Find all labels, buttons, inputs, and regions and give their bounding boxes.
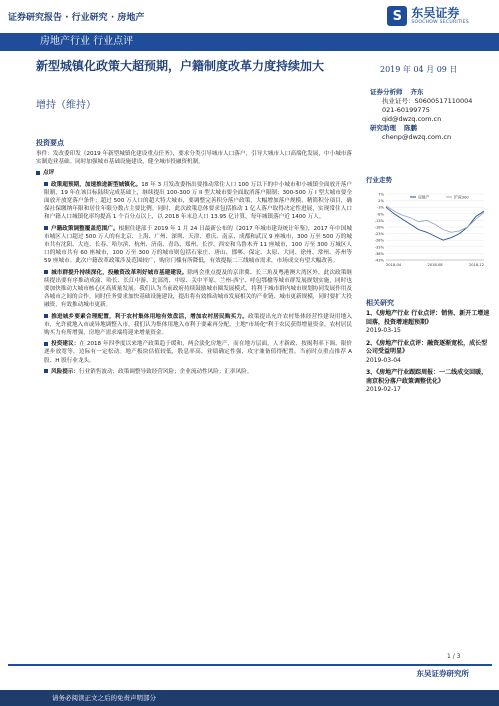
related-heading: 相关研究: [366, 299, 394, 307]
report-body: [36, 150, 352, 379]
analyst-email: qid@dwzq.com.cn: [382, 115, 442, 123]
logo-name-en: SOOCHOW SECURITIES: [411, 20, 469, 25]
p4-heading: 推进城乡要素合理配置，利于农村集体用地有效盘活，增加农村居民购买力。: [51, 313, 248, 320]
p2-text: 根据住建部于 2019 年 1 月 24 日最新公布的《2017 年城市建设统计年鉴》，2017 年中国城市城区人口超过 500 万人的有北京、上海、广州、深圳、天津、重庆、南京、成都和武汉 9 座城市，300 万至 500 万的城市共有沈阳、大连、长春、哈尔滨、杭州、济南、青岛、郑州、长沙、西安和乌鲁木齐 11 座城市，100 万至 300 万城区人口的城市共有 60 座城市，100 万至 300 万的城市则包括石家庄、唐山、邯郸、保定、太原、大同、徐州、常州、苏州等 59 座城市。此次户籍改革政策涉及范围较广，购房门槛有所降低，有效提振二三线城市需求，市场成交有望大幅改善。: [44, 225, 352, 265]
p5-text: 在 2018 年四季度以来地产政策趋于缓和，两会淡化房地产，而在地方层面，人才新政、按揭利率下调、限价逐步放宽等，边际有一定松动。地产板块估值较低，股息率高、业绩确定性强，攻守兼备值得配置。当前时点重点推荐 A 股、H 股行业龙头。: [44, 341, 352, 364]
trend-chart: [366, 190, 488, 272]
x-tick-label: 2018-04: [386, 263, 402, 267]
p6-text: 行业销售波动；政策调整导致经营风险；企业流动性风险；汇率风险。: [78, 368, 253, 375]
p4-text: 政策提出允许农村集体经营性建设用地入市，允许就地入市或异地调整入市。我们认为集体用地入市利于要素再分配，土地"市场化"利于农民获得增量资金，农村居民购买力有所增强，房地产需求端将迎来增量资金。: [44, 313, 352, 337]
logo-mark-icon: S: [387, 6, 407, 26]
related-item[interactable]: [366, 369, 492, 395]
related-item-date: 2019-03-04: [366, 356, 401, 364]
related-item-title[interactable]: 3、《房地产行业跟踪周报：一二线成交回暖，南京积分落户政策调整优化》: [366, 369, 488, 385]
bullet-icon: [44, 270, 48, 274]
related-item-title[interactable]: 2、《房地产行业点评：融资逐渐宽松，成长型公司受益明显》: [366, 339, 488, 355]
bullet-icon: [44, 314, 48, 318]
y-tick-label: -33%: [374, 245, 384, 250]
y-tick-label: -3%: [377, 205, 384, 210]
point-label: 点评: [43, 170, 55, 177]
p5-heading: 投资建议：: [51, 341, 80, 348]
trend-chart-svg: [366, 190, 488, 272]
disclaimer-bar: 请务必阅读正文之后的免责声明部分: [0, 690, 499, 706]
related-item-title[interactable]: 1、《房地产行业 行业点评：销售、新开工增速回落，投资增速超预期》: [366, 310, 490, 326]
p1-text: 18 年 3 月发改委指出要推动常住人口 100 万以下的中小城市和小城镇全面放开落户限制，19 年在该目标陆续完成基础上，继续提出 100-300 万 II 型大城市要全面取消落户限制；300-500 万 I 型大城市要全面放开放宽落户条件；超过 500 万人口的超大特大城市，要调整完善积分落户政策，大幅增加落户规模，精简积分项目，确保社保缴纳年限和居住年限分数占主要比例。同时，此次政策总体要求包括推动 1 亿人落户取得决定性进展，实现常住人口和户籍人口城镇化率均提高 1 个百分点以上，以 2018 年末总人口 13.95 亿计算，每年城镇落户近 1400 万人。: [44, 181, 352, 221]
related-item-date: 2019-02-17: [366, 386, 401, 393]
bullet-icon: [44, 369, 48, 373]
related-item[interactable]: [366, 310, 492, 336]
assistant-name: 陈鹏: [404, 124, 417, 132]
assistant-role: 研究助理: [370, 124, 396, 132]
report-title: 新型城镇化政策大超预期，户籍制度改革力度持续加大: [36, 59, 325, 73]
legend-label: 房地产: [418, 194, 430, 200]
y-tick-label: -43%: [374, 258, 384, 263]
bullet-icon: [44, 342, 48, 346]
p3-heading: 城市群提升持续深化，投融资改革利好城市基建建设。: [51, 269, 188, 276]
y-tick-label: -28%: [374, 238, 384, 243]
page-number: 1 / 3: [447, 653, 461, 660]
legend-label: 沪深300: [454, 194, 469, 200]
series-line: [386, 206, 484, 232]
related-list: [366, 310, 492, 399]
analyst-name: 齐东: [410, 88, 424, 96]
x-tick-label: 2018-08: [427, 263, 443, 267]
investment-points-heading: 投资要点: [36, 139, 64, 147]
event-paragraph: 事件：发改委印发《2019 年新型城镇化建设重点任务》，要求分类引导城市人口落户，引导大城市人口高端化发展，中小城市落实制造业基础。同时加强城市基础设施建设，健全城市投融资机制。: [36, 151, 352, 166]
report-banner: 房地产行业 行业点评: [0, 33, 499, 51]
y-tick-label: -18%: [374, 225, 384, 230]
series-line: [386, 207, 484, 240]
related-item[interactable]: [366, 340, 492, 366]
x-tick-label: 2018-12: [468, 263, 484, 267]
y-tick-label: -13%: [374, 218, 384, 223]
analyst-block: [370, 88, 490, 142]
footer-divider: [8, 664, 492, 666]
footer-org: 东吴证券研究所: [416, 669, 469, 678]
p1-heading: 政策超预期，加速推进新型城镇化。: [51, 181, 142, 188]
rating: 增持（维持）: [36, 100, 96, 111]
assistant-email: chenp@dwzq.com.cn: [382, 133, 452, 141]
bullet-icon: [44, 226, 48, 230]
p6-heading: 风险提示：: [51, 368, 79, 375]
breadcrumb: 证券研究报告 · 行业研究 · 房地产: [8, 13, 145, 23]
y-tick-label: 7%: [378, 192, 384, 197]
p3-text: 除两会重点提及的京津冀、长三角及粤港澳大湾区外，此次政策继续提出要有序推动成渝、哈长、长江中游、北部湾、中原、关中平原、兰州-西宁、呼包鄂榆等城市群发展规划实施，同时也要加快推动大城市核心区高质量发展。我们认为当前政府持续鼓励城市圈发展模式，将利于城市群内城市规划协同发展作用及各城市之间的合作。同时任务要求加快基础设施建设，提出将有效推动城市发展相关的产业链、城市更新规模，同时要扩大投融资，有效推动城市更新。: [44, 269, 352, 309]
y-tick-label: -23%: [374, 232, 384, 237]
logo-name-cn: 东吴证券: [411, 6, 460, 20]
related-item-date: 2019-03-15: [366, 327, 401, 334]
p2-heading: 户籍政策调整覆盖范围广。: [51, 225, 119, 232]
bullet-icon: [36, 171, 40, 175]
bullet-icon: [44, 182, 48, 186]
analyst-license: 执业证号：S0600517110004: [382, 97, 473, 105]
analyst-role: 证券分析师: [370, 88, 403, 96]
y-tick-label: -38%: [374, 251, 384, 256]
report-date: 2019 年 04 月 09 日: [380, 65, 458, 74]
analyst-phone: 021-60199775: [382, 106, 430, 114]
trend-heading: 行业走势: [366, 176, 392, 184]
y-tick-label: -8%: [377, 212, 384, 217]
y-tick-label: 2%: [378, 199, 384, 204]
company-logo: [387, 6, 469, 26]
